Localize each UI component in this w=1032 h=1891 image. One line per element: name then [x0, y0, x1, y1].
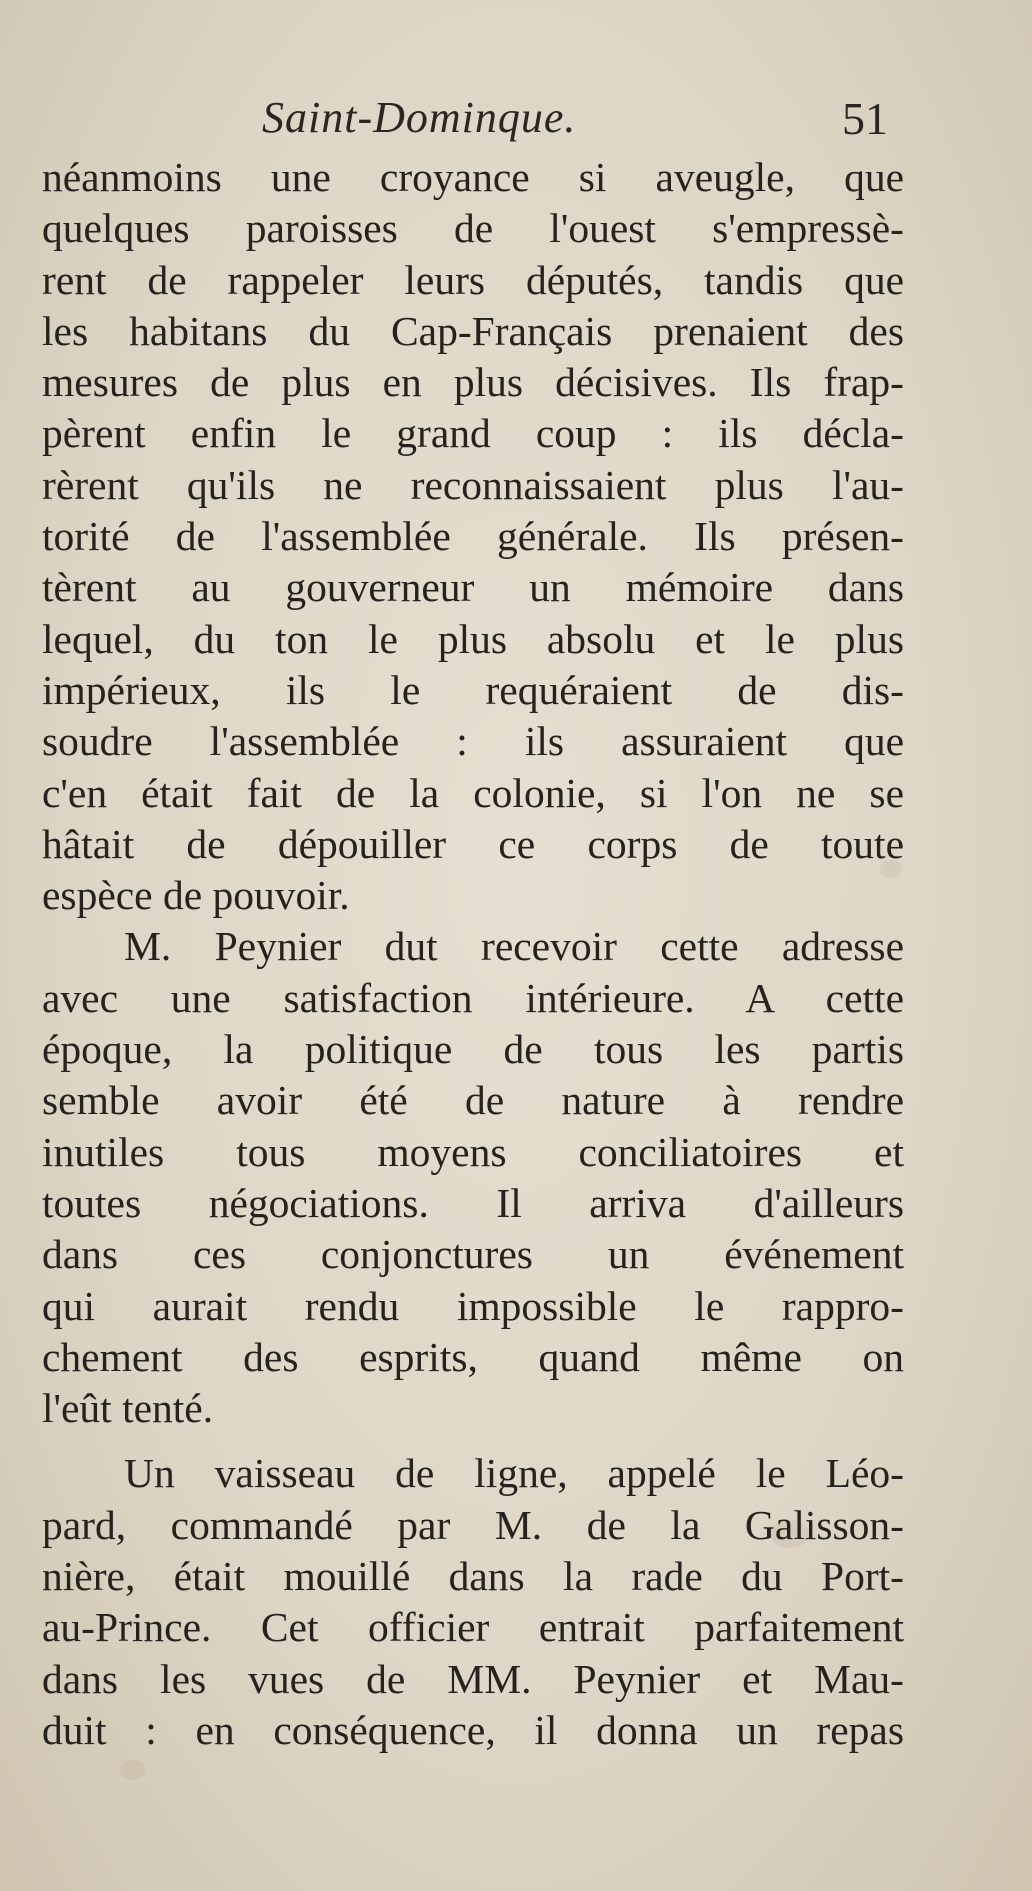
text-line: l'eût tenté. — [42, 1385, 214, 1432]
paragraph-gap — [42, 1434, 904, 1448]
text-line: dans ces conjonctures un événement — [42, 1231, 904, 1278]
text-line: néanmoins une croyance si aveugle, que — [42, 154, 904, 200]
text-line: époque, la politique de tous les partis — [42, 1026, 904, 1073]
paragraph-start-line: M. Peynier dut recevoir cette adresse — [124, 923, 904, 970]
text-line: semble avoir été de nature à rendre — [42, 1077, 904, 1124]
text-line: les habitans du Cap-Français prenaient des — [42, 307, 904, 354]
text-line: impérieux, ils le requéraient de dis- — [42, 666, 904, 713]
text-line: mesures de plus en plus décisives. Ils frap- — [42, 359, 904, 406]
text-line: toutes négociations. Il arriva d'ailleurs — [42, 1179, 904, 1226]
body-text — [42, 152, 904, 1756]
text-line: nière, était mouillé dans la rade du Port- — [42, 1553, 904, 1600]
text-line: tèrent au gouverneur un mémoire dans — [42, 564, 904, 611]
text-line: dans les vues de MM. Peynier et Mau- — [42, 1655, 904, 1702]
text-line: rèrent qu'ils ne reconnaissaient plus l'au- — [42, 461, 904, 508]
text-line: rent de rappeler leurs députés, tandis que — [42, 256, 904, 303]
paper-stain — [120, 1760, 146, 1780]
text-line: chement des esprits, quand même on — [42, 1333, 904, 1380]
text-line: torité de l'assemblée générale. Ils présen- — [42, 513, 904, 560]
text-line: qui aurait rendu impossible le rappro- — [42, 1282, 904, 1329]
text-line: au-Prince. Cet officier entrait parfaitement — [42, 1604, 904, 1651]
running-head — [0, 92, 1032, 152]
text-line: duit : en conséquence, il donna un repas — [42, 1706, 904, 1753]
text-line: soudre l'assemblée : ils assuraient que — [42, 718, 904, 765]
paragraph-start-line: Un vaisseau de ligne, appelé le Léo- — [124, 1450, 904, 1497]
text-line: espèce de pouvoir. — [42, 872, 350, 919]
text-line: pèrent enfin le grand coup : ils décla- — [42, 410, 904, 457]
running-title: Saint-Dominque. — [262, 93, 577, 142]
text-line: hâtait de dépouiller ce corps de toute — [42, 820, 904, 867]
text-line: pard, commandé par M. de la Galisson- — [42, 1501, 904, 1548]
page-number: 51 — [842, 93, 888, 144]
text-line: quelques paroisses de l'ouest s'empressè- — [42, 205, 904, 252]
text-line: c'en était fait de la colonie, si l'on ne se — [42, 769, 904, 816]
text-line: avec une satisfaction intérieure. A cette — [42, 974, 904, 1021]
text-line: inutiles tous moyens conciliatoires et — [42, 1128, 904, 1175]
text-line: lequel, du ton le plus absolu et le plus — [42, 615, 904, 662]
